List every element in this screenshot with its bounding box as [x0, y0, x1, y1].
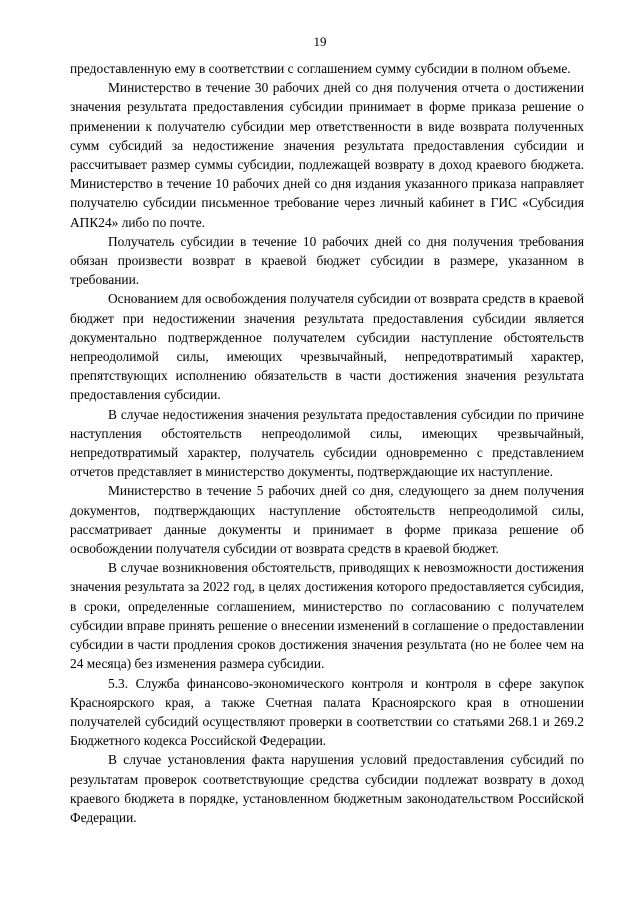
paragraph-section-5-3: 5.3. Служба финансово-экономического контроля и контроля в сфере закупок Красноярского края, а также Счетная палата Красноярского края в отношении получателей субсидий осуществляют проверки в соответствии со статьями 268.1 и 269.2 Бюджетного кодекса Российской Федерации.	[70, 675, 584, 749]
paragraph-agreement-changes: В случае возникновения обстоятельств, приводящих к невозможности достижения значения результата за 2022 год, в целях достижения которого предоставляется субсидия, в сроки, определенные соглашением, министерство по согласованию с получателем субсидии вправе принять решение о внесении изменений в соглашение о предоставлении субсидии в части продления сроков достижения значения результата (но не более чем на 24 месяца) без изменения размера субсидии.	[70, 560, 584, 672]
paragraph-force-majeure-documents: В случае недостижения значения результата предоставления субсидии по причине наступления обстоятельств непреодолимой силы, имеющих чрезвычайный, непредотвратимый характер, получатель субсидии одновременно с представлением отчетов представляет в министерство документы, подтверждающие их наступление.	[70, 406, 584, 480]
paragraph-ministry-decision: Министерство в течение 30 рабочих дней со дня получения отчета о достижении значения результата предоставления субсидии принимает в форме приказа решение о применении к получателю субсидии мер ответственности в виде возврата полученных сумм субсидий за недостижение значения результата предоставления субсидии и рассчитывает размер суммы субсидии, подлежащей возврату в доход краевого бюджета. Министерство в течение 10 рабочих дней со дня издания указанного приказа направляет получателю субсидии письменное требование через личный кабинет в ГИС «Субсидия АПК24» либо по почте.	[70, 80, 584, 230]
paragraph-violation-return: В случае установления факта нарушения условий предоставления субсидий по результатам проверок соответствующие средства субсидии подлежат возврату в доход краевого бюджета в порядке, установленном бюджетным законодательством Российской Федерации.	[70, 752, 584, 825]
page-number: 19	[313, 34, 327, 49]
paragraph-return-obligation: Получатель субсидии в течение 10 рабочих дней со дня получения требования обязан произвести возврат в краевой бюджет субсидии в размере, указанном в требовании.	[70, 233, 584, 288]
paragraph-exemption-basis: Основанием для освобождения получателя субсидии от возврата средств в краевой бюджет при недостижении значения результата предоставления субсидии является документально подтвержденное получателем субсидии наступление обстоятельств непреодолимой силы, имеющих чрезвычайный, непредотвратимый характер, препятствующих исполнению обязательств в части достижения значения результата предоставления субсидии.	[70, 291, 584, 403]
paragraph-exemption-decision: Министерство в течение 5 рабочих дней со дня, следующего за днем получения документов, подтверждающих наступление обстоятельств непреодолимой силы, рассматривает данные документы и принимает в форме приказа решение об освобождении получателя субсидии от возврата средств в краевой бюджет.	[70, 483, 584, 557]
paragraph-continuation: предоставленную ему в соответствии с соглашением сумму субсидии в полном объеме.	[70, 61, 571, 76]
document-body	[70, 59, 584, 827]
